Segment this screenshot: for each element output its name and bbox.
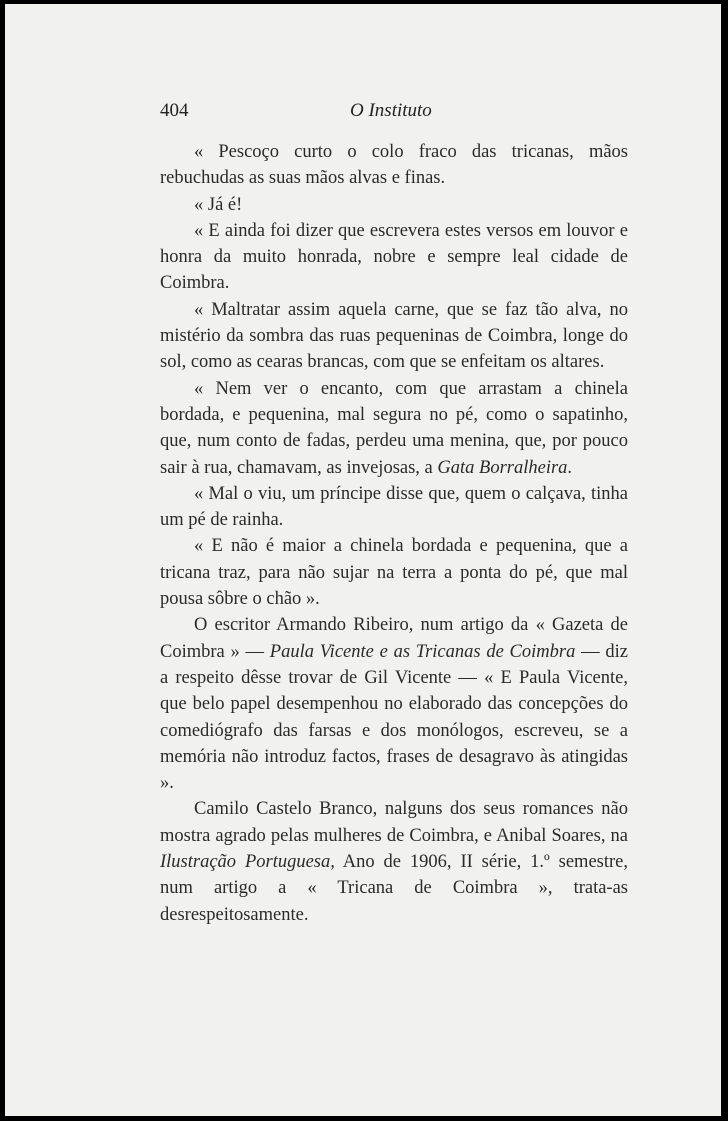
paragraph: « E não é maior a chinela bordada e pequenina, que a tricana traz, para não sujar na terra a ponta do pé, que mal pousa sôbre o chão ».: [160, 536, 628, 610]
italic-phrase: Gata Borralheira: [437, 457, 568, 478]
italic-phrase: Paula Vicente e as Tricanas de Coimbra: [269, 641, 576, 662]
running-head: [160, 100, 630, 124]
paragraph: O escritor Armando Ribeiro, num artigo da « Gazeta de Coimbra » — Paula Vicente e as Tricanas de Coimbra — diz a respeito dêsse trovar de Gil Vicente — « E Paula Vicente, que belo papel desempenhou no elaborado das concepções do comediógrafo das farsas e dos monólogos, escreveu, se a memória não introduz factos, frases de desagravo às atingidas ».: [160, 615, 628, 794]
page-number: 404: [160, 100, 189, 121]
book-page: [5, 4, 721, 1116]
paragraph: « Nem ver o encanto, com que arrastam a chinela bordada, e pequenina, mal segura no pé, como o sapatinho, que, num conto de fadas, perdeu uma menina, que, por pouco sair à rua, chamavam, as invejosas, a Gata Borralheira.: [160, 378, 628, 478]
paragraph: « Mal o viu, um príncipe disse que, quem o calçava, tinha um pé de rainha.: [160, 483, 628, 531]
paragraph: « E ainda foi dizer que escrevera estes versos em louvor e honra da muito honrada, nobre e sempre leal cidade de Coimbra.: [160, 220, 628, 294]
paragraph: « Pescoço curto o colo fraco das tricanas, mãos rebuchudas as suas mãos alvas e finas.: [160, 142, 628, 189]
body-text: [160, 139, 628, 928]
paragraph: « Já é!: [194, 194, 243, 215]
journal-title: O Instituto: [350, 100, 432, 121]
paragraph: Camilo Castelo Branco, nalguns dos seus romances não mostra agrado pelas mulheres de Coimbra, e Anibal Soares, na Ilustração Portuguesa, Ano de 1906, II série, 1.º semestre, num artigo a « Tricana de Coimbra », trata-as desrespeitosamente.: [160, 799, 628, 925]
paragraph: « Maltratar assim aquela carne, que se faz tão alva, no mistério da sombra das ruas pequeninas de Coimbra, longe do sol, como as cearas brancas, com que se enfeitam os altares.: [160, 299, 628, 373]
italic-phrase: Ilustração Portuguesa,: [160, 852, 335, 873]
